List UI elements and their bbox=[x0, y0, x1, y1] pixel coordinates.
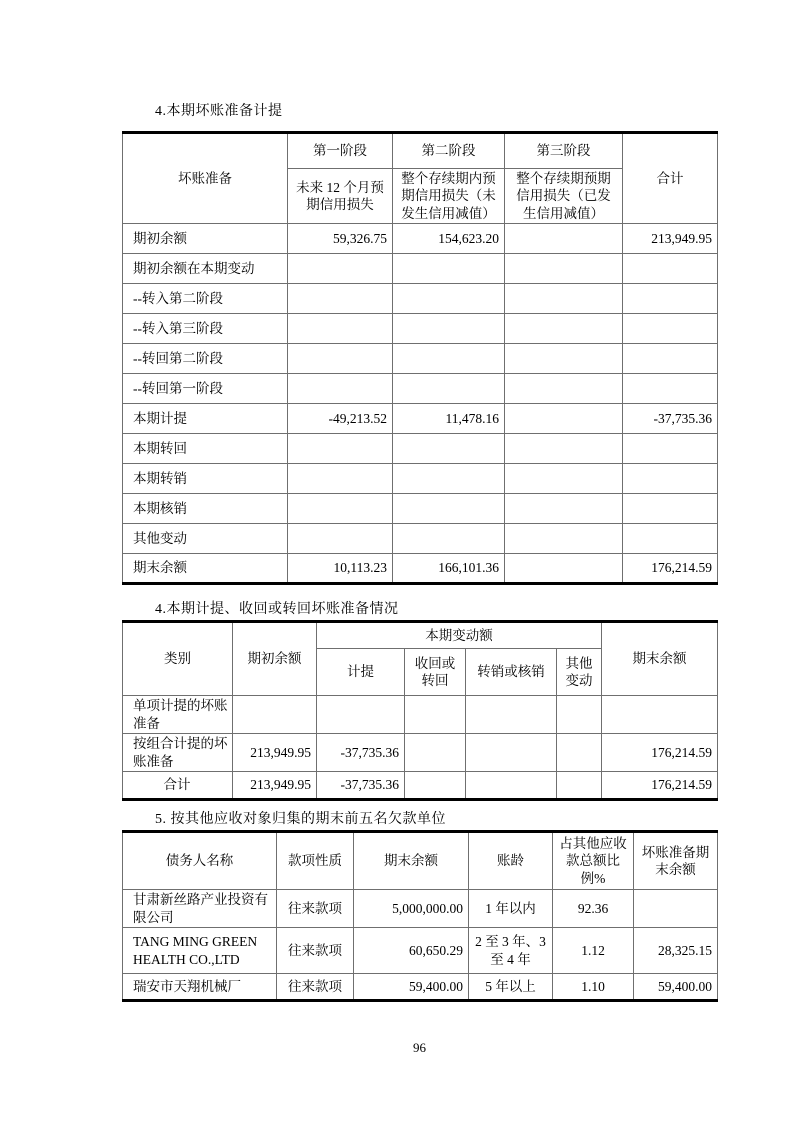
col-header-total: 合计 bbox=[623, 133, 718, 224]
cell-c2 bbox=[393, 313, 505, 343]
section-title-provision-changes: 4.本期计提、收回或转回坏账准备情况 bbox=[155, 602, 399, 617]
cell-c2 bbox=[393, 253, 505, 283]
bad-debt-stages-table bbox=[122, 131, 718, 585]
col-header-change-group: 本期变动额 bbox=[317, 622, 602, 649]
cell-c3 bbox=[505, 433, 623, 463]
col-header-other-change: 其他变动 bbox=[557, 649, 602, 696]
cell-other bbox=[557, 772, 602, 800]
cell-amount: 60,650.29 bbox=[354, 928, 469, 974]
cell-debtor: TANG MING GREEN HEALTH CO.,LTD bbox=[123, 928, 277, 974]
cell-c3 bbox=[505, 463, 623, 493]
cell-closing bbox=[602, 696, 718, 734]
table-row bbox=[123, 343, 718, 373]
cell-c1 bbox=[288, 493, 393, 523]
cell-other bbox=[557, 696, 602, 734]
cell-closing: 176,214.59 bbox=[602, 772, 718, 800]
col-header-aging: 账龄 bbox=[469, 832, 553, 890]
cell-label: 期末余额 bbox=[123, 553, 288, 583]
cell-total bbox=[623, 493, 718, 523]
cell-label: 本期转回 bbox=[123, 433, 288, 463]
cell-other bbox=[557, 734, 602, 772]
cell-c1 bbox=[288, 253, 393, 283]
cell-c3 bbox=[505, 403, 623, 433]
table-row bbox=[123, 283, 718, 313]
table-row bbox=[123, 734, 718, 772]
col-header-closing-balance: 期末余额 bbox=[602, 622, 718, 696]
cell-total bbox=[623, 283, 718, 313]
cell-writeoff bbox=[466, 696, 557, 734]
table-row bbox=[123, 890, 718, 928]
cell-accrual: -37,735.36 bbox=[317, 772, 405, 800]
cell-label: 合计 bbox=[123, 772, 233, 800]
cell-c3 bbox=[505, 553, 623, 583]
table-row bbox=[123, 463, 718, 493]
cell-label: --转回第一阶段 bbox=[123, 373, 288, 403]
cell-c2 bbox=[393, 433, 505, 463]
section-title-bad-debt-provision: 4.本期坏账准备计提 bbox=[155, 104, 283, 119]
cell-total bbox=[623, 313, 718, 343]
cell-nature: 往来款项 bbox=[277, 974, 354, 1001]
cell-c1 bbox=[288, 433, 393, 463]
cell-c3 bbox=[505, 343, 623, 373]
col-header-accrual: 计提 bbox=[317, 649, 405, 696]
table-row bbox=[123, 772, 718, 800]
table-row bbox=[123, 373, 718, 403]
cell-provision bbox=[634, 890, 718, 928]
cell-total bbox=[623, 343, 718, 373]
table-row bbox=[123, 313, 718, 343]
col-header-stage2: 第二阶段 bbox=[393, 133, 505, 169]
cell-recover bbox=[405, 696, 466, 734]
cell-nature: 往来款项 bbox=[277, 890, 354, 928]
page-number: 96 bbox=[413, 1040, 426, 1055]
cell-c2 bbox=[393, 373, 505, 403]
cell-writeoff bbox=[466, 772, 557, 800]
cell-aging: 1 年以内 bbox=[469, 890, 553, 928]
cell-total bbox=[623, 253, 718, 283]
cell-c3 bbox=[505, 523, 623, 553]
cell-c1: 59,326.75 bbox=[288, 223, 393, 253]
cell-ratio: 1.12 bbox=[553, 928, 634, 974]
table-row bbox=[123, 253, 718, 283]
col-header-category: 类别 bbox=[123, 622, 233, 696]
col-header-debtor-name: 债务人名称 bbox=[123, 832, 277, 890]
cell-c3 bbox=[505, 373, 623, 403]
cell-label: 本期转销 bbox=[123, 463, 288, 493]
cell-opening: 213,949.95 bbox=[233, 734, 317, 772]
cell-nature: 往来款项 bbox=[277, 928, 354, 974]
cell-writeoff bbox=[466, 734, 557, 772]
table-row bbox=[123, 403, 718, 433]
table-row bbox=[123, 553, 718, 583]
cell-c3 bbox=[505, 223, 623, 253]
cell-total: 176,214.59 bbox=[623, 553, 718, 583]
cell-closing: 176,214.59 bbox=[602, 734, 718, 772]
cell-total: 213,949.95 bbox=[623, 223, 718, 253]
cell-c2 bbox=[393, 463, 505, 493]
cell-c2: 154,623.20 bbox=[393, 223, 505, 253]
cell-label: 期初余额在本期变动 bbox=[123, 253, 288, 283]
cell-amount: 59,400.00 bbox=[354, 974, 469, 1001]
table-row bbox=[123, 433, 718, 463]
cell-label: --转入第二阶段 bbox=[123, 283, 288, 313]
cell-total bbox=[623, 433, 718, 463]
cell-total bbox=[623, 463, 718, 493]
table-row bbox=[123, 523, 718, 553]
cell-c1 bbox=[288, 463, 393, 493]
cell-total bbox=[623, 523, 718, 553]
col-header-nature: 款项性质 bbox=[277, 832, 354, 890]
table-header-row bbox=[123, 832, 718, 890]
cell-label: 期初余额 bbox=[123, 223, 288, 253]
cell-label: --转回第二阶段 bbox=[123, 343, 288, 373]
table-row bbox=[123, 223, 718, 253]
col-header-closing-amount: 期末余额 bbox=[354, 832, 469, 890]
cell-c2 bbox=[393, 493, 505, 523]
cell-provision: 28,325.15 bbox=[634, 928, 718, 974]
table-header-row bbox=[123, 133, 718, 169]
cell-opening bbox=[233, 696, 317, 734]
cell-c1: 10,113.23 bbox=[288, 553, 393, 583]
cell-c3 bbox=[505, 283, 623, 313]
cell-accrual bbox=[317, 696, 405, 734]
cell-recover bbox=[405, 734, 466, 772]
col-header-opening-balance: 期初余额 bbox=[233, 622, 317, 696]
col-header-stage1: 第一阶段 bbox=[288, 133, 393, 169]
cell-recover bbox=[405, 772, 466, 800]
cell-label: 本期计提 bbox=[123, 403, 288, 433]
cell-debtor: 甘肃新丝路产业投资有限公司 bbox=[123, 890, 277, 928]
top-five-debtors-table bbox=[122, 830, 718, 1002]
table-row bbox=[123, 696, 718, 734]
cell-label: 按组合计提的坏账准备 bbox=[123, 734, 233, 772]
col-header-bad-debt-provision: 坏账准备 bbox=[123, 133, 288, 224]
table-row bbox=[123, 974, 718, 1001]
cell-c2 bbox=[393, 523, 505, 553]
col-header-stage2-desc: 整个存续期内预期信用损失（未发生信用减值） bbox=[393, 169, 505, 224]
provision-changes-table bbox=[122, 620, 718, 801]
cell-c3 bbox=[505, 253, 623, 283]
cell-c3 bbox=[505, 493, 623, 523]
col-header-stage3-desc: 整个存续期预期信用损失（已发生信用减值） bbox=[505, 169, 623, 224]
cell-debtor: 瑞安市天翔机械厂 bbox=[123, 974, 277, 1001]
cell-c2 bbox=[393, 343, 505, 373]
cell-label: 本期核销 bbox=[123, 493, 288, 523]
cell-c1 bbox=[288, 283, 393, 313]
col-header-ratio: 占其他应收款总额比例% bbox=[553, 832, 634, 890]
col-header-stage1-desc: 未来 12 个月预期信用损失 bbox=[288, 169, 393, 224]
cell-c1 bbox=[288, 373, 393, 403]
cell-c2 bbox=[393, 283, 505, 313]
cell-label: 其他变动 bbox=[123, 523, 288, 553]
table-header-row bbox=[123, 622, 718, 649]
table-row bbox=[123, 493, 718, 523]
cell-ratio: 1.10 bbox=[553, 974, 634, 1001]
section-title-top-five-debtors: 5. 按其他应收对象归集的期末前五名欠款单位 bbox=[155, 812, 446, 827]
cell-c1 bbox=[288, 343, 393, 373]
cell-aging: 2 至 3 年、3 至 4 年 bbox=[469, 928, 553, 974]
cell-c1: -49,213.52 bbox=[288, 403, 393, 433]
cell-opening: 213,949.95 bbox=[233, 772, 317, 800]
cell-total: -37,735.36 bbox=[623, 403, 718, 433]
col-header-writeoff: 转销或核销 bbox=[466, 649, 557, 696]
col-header-stage3: 第三阶段 bbox=[505, 133, 623, 169]
cell-accrual: -37,735.36 bbox=[317, 734, 405, 772]
col-header-recover: 收回或转回 bbox=[405, 649, 466, 696]
cell-ratio: 92.36 bbox=[553, 890, 634, 928]
cell-provision: 59,400.00 bbox=[634, 974, 718, 1001]
cell-c3 bbox=[505, 313, 623, 343]
cell-c1 bbox=[288, 313, 393, 343]
cell-c2: 11,478.16 bbox=[393, 403, 505, 433]
cell-aging: 5 年以上 bbox=[469, 974, 553, 1001]
cell-label: 单项计提的坏账准备 bbox=[123, 696, 233, 734]
cell-amount: 5,000,000.00 bbox=[354, 890, 469, 928]
col-header-provision-balance: 坏账准备期末余额 bbox=[634, 832, 718, 890]
table-row bbox=[123, 928, 718, 974]
cell-label: --转入第三阶段 bbox=[123, 313, 288, 343]
cell-total bbox=[623, 373, 718, 403]
cell-c1 bbox=[288, 523, 393, 553]
cell-c2: 166,101.36 bbox=[393, 553, 505, 583]
